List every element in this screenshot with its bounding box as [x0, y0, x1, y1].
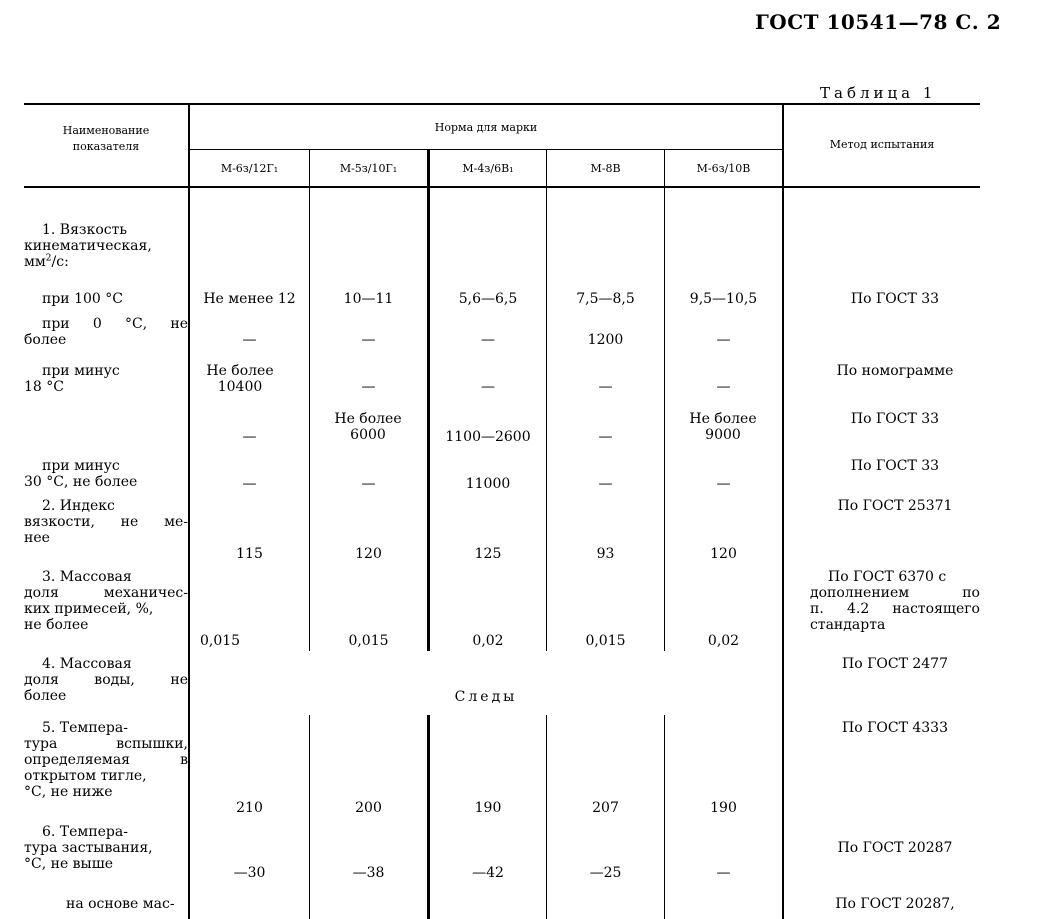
column-divider: [188, 103, 190, 919]
table-cell: 7,5—8,5: [576, 291, 635, 307]
table-cell: —: [481, 379, 495, 395]
unit-superscript: 2: [45, 253, 52, 264]
method-cell: По ГОСТ 33: [850, 291, 940, 307]
table-cell: —38: [352, 865, 385, 881]
table-cell: —: [242, 332, 257, 348]
method-cell: По ГОСТ 4333: [842, 720, 948, 736]
row-label: [24, 896, 188, 912]
row-label-line: 2. Индекс: [42, 498, 115, 514]
table-cell: —: [242, 429, 257, 445]
table-cell: —: [716, 379, 731, 395]
table-cell: —: [481, 332, 495, 348]
table-cell: Не менее 12: [203, 291, 296, 307]
row-label: [24, 569, 188, 633]
grade-header: М-8В: [590, 162, 621, 175]
row-label-line: доля воды, не: [24, 672, 188, 688]
row-label-line: при 0 °С, не: [42, 316, 188, 332]
row-label: [24, 656, 188, 704]
table-cell: 10—11: [343, 291, 394, 307]
table-cell: 200: [355, 800, 382, 816]
row-label-line: более: [24, 688, 67, 704]
table-cell: —: [361, 379, 376, 395]
method-line: стандарта: [810, 617, 886, 633]
table-cell: —: [598, 379, 613, 395]
row-label: [24, 720, 188, 800]
header-bottom-rule: [24, 186, 980, 188]
norm-column-header: Норма для марки: [434, 121, 538, 134]
row-label-line: тура вспышки,: [24, 736, 188, 752]
row-label-line: 18 °С: [24, 379, 64, 395]
table-cell: —: [716, 476, 731, 492]
row-label-line: 5. Темпера-: [42, 720, 128, 736]
row-label-line: при минус: [42, 363, 120, 379]
row-label-line: 6. Темпера-: [42, 824, 128, 840]
table-cell: 120: [355, 546, 382, 562]
row-label-line: [24, 254, 188, 270]
name-column-header: Наименование показателя: [62, 124, 150, 153]
column-divider: [427, 149, 430, 651]
row-label-line: на основе мас-: [66, 896, 175, 912]
column-divider: [546, 188, 547, 651]
table-cell: 0,015: [200, 633, 241, 649]
row-label: [24, 498, 188, 546]
row-label-line: открытом тигле,: [24, 768, 147, 784]
table-cell: 115: [236, 546, 263, 562]
column-divider: [309, 188, 310, 651]
specification-table: [24, 103, 980, 919]
column-divider: [427, 715, 430, 919]
row-label: [24, 824, 188, 872]
table-cell: —: [598, 429, 613, 445]
method-cell: По ГОСТ 20287: [837, 840, 953, 856]
table-cell: 190: [710, 800, 737, 816]
column-divider: [664, 188, 665, 651]
table-cell: 93: [596, 546, 615, 562]
method-cell: По ГОСТ 33: [850, 411, 940, 427]
method-cell: По номограмме: [836, 363, 954, 379]
row-label-line: доля механичес-: [24, 585, 188, 601]
table-cell: —: [716, 865, 731, 881]
row-label-line: 3. Массовая: [42, 569, 132, 585]
table-cell: Не более 9000: [689, 411, 757, 443]
row-label: [24, 363, 188, 395]
method-column-header: Метод испытания: [829, 138, 935, 151]
table-cell: —: [242, 476, 257, 492]
table-cell: Не более 10400: [206, 363, 274, 395]
unit-text: мм: [24, 254, 46, 270]
grade-header: М-6з/12Г₁: [220, 162, 279, 175]
table-cell: 210: [236, 800, 263, 816]
table-cell: 125: [474, 546, 502, 562]
row-label-line: нее: [24, 530, 50, 546]
grade-header: М-6з/10В: [696, 162, 751, 175]
table-cell: 9,5—10,5: [689, 291, 758, 307]
table-cell: 120: [710, 546, 737, 562]
row-label: при 100 °С: [42, 291, 123, 307]
row-label: [24, 316, 188, 348]
method-cell: По ГОСТ 33: [850, 458, 940, 474]
grade-header: М-5з/10Г₁: [339, 162, 398, 175]
table-cell: 0,015: [585, 633, 626, 649]
table-cell: Не более 6000: [334, 411, 402, 443]
row-label-line: °С, не ниже: [24, 784, 113, 800]
row-label-line: тура застывания,: [24, 840, 153, 856]
method-cell: По ГОСТ 20287,: [835, 896, 955, 912]
table-cell: 0,015: [348, 633, 389, 649]
row-label: [24, 458, 188, 490]
column-divider: [664, 715, 665, 919]
row-label-line: более: [24, 332, 67, 348]
table-cell: 1100—2600: [445, 429, 531, 445]
method-line: п. 4.2 настоящего: [810, 601, 980, 617]
table-cell: 0,02: [472, 633, 504, 649]
table-cell: 5,6—6,5: [458, 291, 518, 307]
table-caption: Таблица 1: [820, 84, 937, 102]
row-label-line: 1. Вязкость кинематическая,: [24, 222, 152, 254]
method-cell: [810, 569, 980, 633]
norm-header-rule: [188, 149, 782, 150]
row-label-line: ких примесей, %,: [24, 601, 154, 617]
table-cell: 0,02: [707, 633, 740, 649]
table-cell: —30: [233, 865, 266, 881]
merged-value-cell: Следы: [454, 689, 518, 705]
method-line: дополнением по: [810, 585, 980, 601]
row-label-line: 4. Массовая: [42, 656, 132, 672]
row-label-line: вязкости, не ме-: [24, 514, 188, 530]
method-cell: По ГОСТ 2477: [842, 656, 948, 672]
row-label-line: °С, не выше: [24, 856, 114, 872]
unit-text: /с:: [51, 254, 69, 270]
row-label-line: определяемая в: [24, 752, 188, 768]
table-top-rule: [24, 103, 980, 105]
column-divider: [309, 715, 310, 919]
table-cell: 190: [474, 800, 502, 816]
row-label-line: 30 °С, не более: [24, 474, 138, 490]
table-cell: —: [598, 476, 613, 492]
method-line: По ГОСТ 6370 с: [828, 569, 947, 585]
table-cell: —: [361, 332, 376, 348]
grade-header: М-4з/6В₁: [462, 162, 514, 175]
page-reference: ГОСТ 10541—78 С. 2: [755, 10, 1002, 34]
row-label-line: не более: [24, 617, 89, 633]
row-label: [24, 222, 188, 270]
table-cell: 11000: [465, 476, 511, 492]
table-cell: —42: [472, 865, 504, 881]
table-cell: 207: [592, 800, 619, 816]
row-label-line: при минус: [42, 458, 120, 474]
table-cell: —: [361, 476, 376, 492]
column-divider: [782, 103, 784, 919]
method-cell: По ГОСТ 25371: [837, 498, 953, 514]
table-cell: —25: [589, 865, 622, 881]
table-cell: 1200: [587, 332, 624, 348]
column-divider: [546, 715, 547, 919]
table-cell: —: [716, 332, 731, 348]
